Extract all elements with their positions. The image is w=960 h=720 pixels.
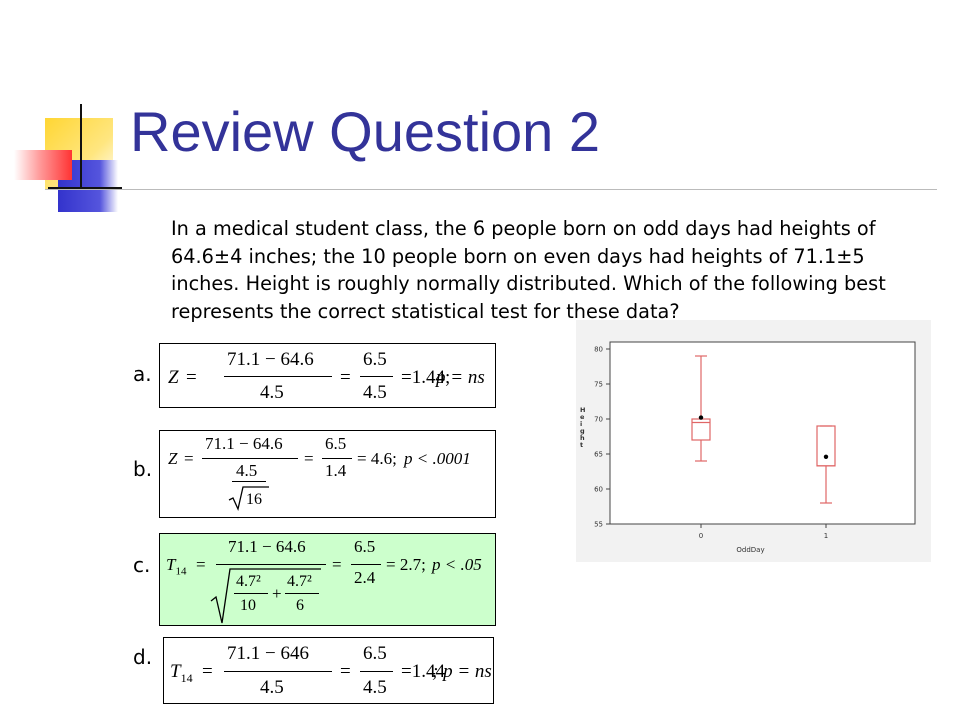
x-tick-label: 0	[698, 532, 704, 540]
formula-c-lhs	[166, 556, 186, 577]
option-c-formula[interactable]	[159, 533, 496, 626]
formula-c-lhs-main: T	[166, 555, 176, 574]
formula-c-frac1-den: 10	[240, 597, 256, 614]
y-axis-label-char: H	[580, 406, 586, 414]
formula-b-mid-denominator: 1.4	[325, 461, 347, 480]
formula-a-denominator: 4.5	[260, 382, 284, 403]
formula-c-mid-bar	[351, 564, 381, 565]
option-a-formula[interactable]	[159, 343, 496, 408]
formula-d-mid-denominator: 4.5	[363, 677, 387, 698]
option-d-label: d.	[133, 645, 153, 669]
formula-d-numerator: 71.1 − 646	[227, 643, 309, 664]
option-b-label: b.	[133, 457, 153, 481]
formula-a-lhs: Z	[168, 367, 179, 388]
formula-d-eq2: =	[340, 661, 351, 682]
formula-c-lhs-sub: 14	[175, 565, 187, 578]
formula-b-numerator: 71.1 − 64.6	[205, 434, 283, 453]
formula-c-eq1: =	[196, 555, 206, 574]
deco-red-bar	[14, 150, 72, 180]
formula-d-denominator: 4.5	[260, 677, 284, 698]
formula-b-mid-bar	[322, 458, 352, 459]
formula-c-mid-denominator: 2.4	[354, 568, 376, 587]
formula-c-plus: +	[272, 584, 282, 603]
formula-c-fraction-bar	[216, 564, 326, 565]
formula-c-mid-numerator: 6.5	[354, 537, 376, 556]
formula-c-frac2-bar	[285, 593, 319, 594]
formula-b-fraction-bar	[202, 458, 298, 459]
y-axis-label-char: i	[580, 420, 583, 428]
formula-d-p: ; p = ns	[432, 661, 492, 682]
formula-a-numerator: 71.1 − 64.6	[227, 349, 314, 370]
formula-d-result: =1.44	[401, 661, 445, 682]
y-tick-label: 70	[594, 415, 603, 424]
formula-b-result: = 4.6;	[357, 449, 397, 468]
formula-d-fraction-bar	[224, 671, 332, 672]
deco-vertical-line	[80, 104, 82, 190]
x-axis-label: OddDay	[736, 546, 765, 554]
formula-b-eq2: =	[304, 449, 314, 468]
formula-b-lhs: Z	[168, 449, 178, 468]
formula-b-eq1: =	[184, 449, 194, 468]
height-boxplot	[576, 320, 931, 562]
formula-d-eq1: =	[202, 661, 213, 682]
formula-b-mid-numerator: 6.5	[325, 434, 347, 453]
formula-b-inner-bar	[232, 481, 266, 482]
formula-a-eq2: =	[340, 367, 351, 388]
formula-a-mid-bar	[360, 376, 393, 377]
formula-a-mid-numerator: 6.5	[363, 349, 387, 370]
formula-d-mid-numerator: 6.5	[363, 643, 387, 664]
y-tick-label: 60	[594, 485, 603, 494]
formula-c-frac2-num: 4.7²	[287, 573, 312, 590]
formula-c-frac2-den: 6	[296, 597, 304, 614]
y-axis-label-char: t	[580, 441, 584, 449]
mean-marker	[824, 455, 828, 459]
formula-c-frac1-bar	[234, 593, 268, 594]
question-text: In a medical student class, the 6 people born on odd days had heights of 64.6±4 inches; the 10 people born on even days had heights of 71.1±5 inches. Height is roughly normally distributed. Which of the following best represents the correct statistical test for these data?	[171, 217, 886, 323]
formula-c-eq2: =	[332, 555, 342, 574]
formula-b-denominator: 4.5	[236, 461, 258, 480]
y-tick-label: 55	[594, 520, 603, 529]
formula-b-sqrt-arg: 16	[246, 491, 262, 508]
formula-a-mid-denominator: 4.5	[363, 382, 387, 403]
y-tick-label: 80	[594, 345, 603, 354]
formula-a-eq1: =	[186, 367, 197, 388]
y-tick-label: 65	[594, 450, 603, 459]
formula-d-lhs-main: T	[170, 661, 181, 682]
x-tick-label: 1	[823, 532, 829, 540]
formula-c-frac1-num: 4.7²	[236, 573, 261, 590]
title-divider	[45, 189, 937, 190]
option-b-formula[interactable]	[159, 430, 496, 518]
formula-d-lhs	[170, 662, 193, 684]
plot-area	[610, 342, 915, 524]
formula-c-numerator: 71.1 − 64.6	[228, 537, 306, 556]
y-axis-label-char: h	[580, 434, 585, 442]
formula-c-p: p < .05	[432, 555, 482, 574]
y-tick-label: 75	[594, 380, 603, 389]
formula-a-result: =1.44;	[401, 367, 451, 388]
formula-a-fraction-bar	[224, 376, 332, 377]
formula-c-result: = 2.7;	[386, 555, 426, 574]
formula-d-lhs-sub: 14	[180, 670, 193, 685]
y-axis-label-char: g	[580, 427, 585, 435]
y-axis-label-char: e	[580, 413, 585, 421]
formula-a-p: p = ns	[436, 367, 485, 388]
option-a-label: a.	[133, 362, 152, 386]
mean-marker	[699, 415, 703, 419]
slide-title: Review Question 2	[130, 100, 601, 163]
option-d-formula[interactable]	[163, 637, 494, 704]
formula-b-p: p < .0001	[404, 449, 471, 468]
formula-d-mid-bar	[360, 671, 393, 672]
option-c-label: c.	[133, 553, 151, 577]
